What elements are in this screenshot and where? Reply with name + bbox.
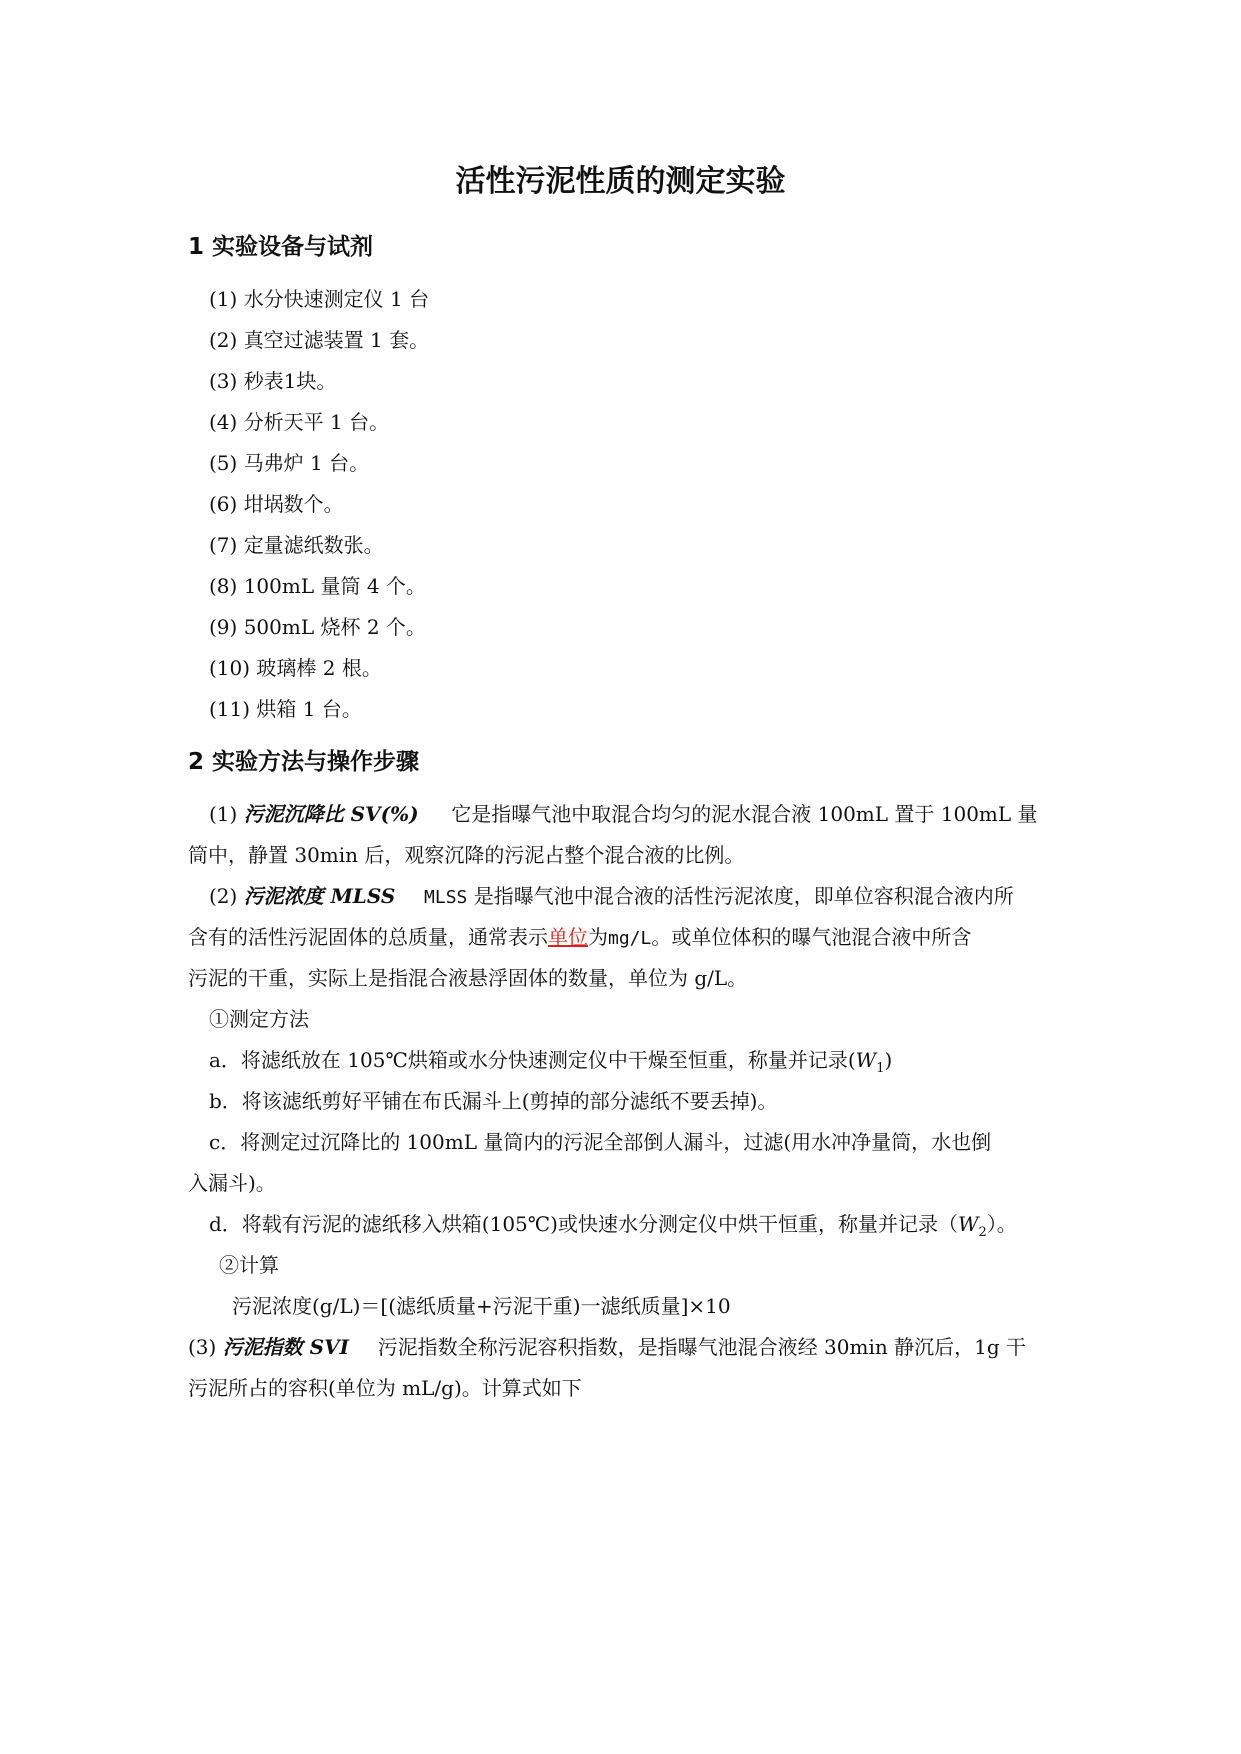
- paragraph-text: 含有的活性污泥固体的总质量，通常表示: [188, 925, 548, 949]
- step-a: [209, 1045, 1079, 1084]
- equipment-item: (7) 定量滤纸数张。: [209, 533, 384, 557]
- equipment-item: (5) 马弗炉 1 台。: [209, 451, 370, 475]
- calc-label: ②计算: [219, 1253, 279, 1277]
- paragraph-text: 污泥指数全称污泥容积指数，是指曝气池混合液经 30min 静沉后，1g 干: [377, 1335, 1026, 1359]
- paragraph-text: 。或单位体积的曝气池混合液中所含: [651, 925, 972, 949]
- paragraph-text: 是指曝气池中混合液的活性污泥浓度，即单位容积混合液内所: [473, 884, 1014, 908]
- unit-mg-per-l: mg/L: [608, 928, 652, 949]
- mlss-abbr: MLSS: [424, 887, 468, 908]
- equipment-item: (1) 水分快速测定仪 1 台: [209, 287, 430, 311]
- variable-w: W: [855, 1048, 877, 1072]
- paragraph-sv-line1: [209, 799, 1079, 829]
- paragraph-number: (2): [209, 884, 244, 908]
- paragraph-mlss-line1: [209, 881, 1079, 913]
- unit-link[interactable]: 单位: [548, 925, 588, 949]
- variable-subscript: 1: [876, 1061, 885, 1076]
- paragraph-text: 为: [588, 925, 608, 949]
- paragraph-svi-line1: [188, 1332, 1058, 1362]
- step-text: a．将滤纸放在 105℃烘箱或水分快速测定仪中干燥至恒重，称量并记录(: [209, 1048, 856, 1072]
- section-heading-equipment: 1 实验设备与试剂: [188, 234, 374, 260]
- equipment-item: (11) 烘箱 1 台。: [209, 697, 362, 721]
- step-text-end: ): [884, 1048, 893, 1072]
- step-text-end: ）。: [986, 1212, 1017, 1236]
- paragraph-svi-line2: 污泥所占的容积(单位为 mL/g)。计算式如下: [188, 1376, 582, 1400]
- equipment-item: (10) 玻璃棒 2 根。: [209, 656, 382, 680]
- method-label: ①测定方法: [209, 1007, 309, 1031]
- paragraph-mlss-line2: [188, 922, 1058, 954]
- equipment-item: (2) 真空过滤装置 1 套。: [209, 328, 430, 352]
- paragraph-number: (3): [188, 1335, 223, 1359]
- paragraph-number: (1): [209, 802, 244, 826]
- equipment-item: (6) 坩埚数个。: [209, 492, 344, 516]
- equipment-item: (4) 分析天平 1 台。: [209, 410, 390, 434]
- equipment-item: (3) 秒表1块。: [209, 369, 337, 393]
- step-c-line1: c．将测定过沉降比的 100mL 量筒内的污泥全部倒人漏斗，过滤(用水冲净量筒，水也倒: [209, 1130, 992, 1154]
- variable-subscript: 2: [978, 1225, 987, 1240]
- document-title: 活性污泥性质的测定实验: [455, 164, 786, 199]
- equipment-item: (9) 500mL 烧杯 2 个。: [209, 615, 426, 639]
- term-sv: 污泥沉降比 SV(%): [243, 802, 419, 826]
- paragraph-mlss-line3: 污泥的干重，实际上是指混合液悬浮固体的数量，单位为 g/L。: [188, 966, 748, 990]
- step-b: b．将该滤纸剪好平铺在布氏漏斗上(剪掉的部分滤纸不要丢掉)。: [209, 1089, 778, 1113]
- section-heading-method: 2 实验方法与操作步骤: [188, 749, 420, 775]
- paragraph-text: 它是指曝气池中取混合均匀的泥水混合液 100mL 置于 100mL 量: [451, 802, 1038, 826]
- variable-w: W: [957, 1212, 979, 1236]
- term-mlss: 污泥浓度 MLSS: [243, 884, 396, 908]
- step-c-line2: 入漏斗)。: [188, 1171, 276, 1195]
- paragraph-sv-line2: 筒中，静置 30min 后，观察沉降的污泥占整个混合液的比例。: [188, 843, 745, 867]
- step-d: [209, 1209, 1079, 1248]
- formula: 污泥浓度(g/L)＝[(滤纸质量+污泥干重)一滤纸质量]×10: [232, 1294, 731, 1318]
- equipment-item: (8) 100mL 量筒 4 个。: [209, 574, 426, 598]
- step-text: d．将载有污泥的滤纸移入烘箱(105℃)或快速水分测定仪中烘干恒重，称量并记录（: [209, 1212, 958, 1236]
- term-svi: 污泥指数 SVI: [222, 1335, 349, 1359]
